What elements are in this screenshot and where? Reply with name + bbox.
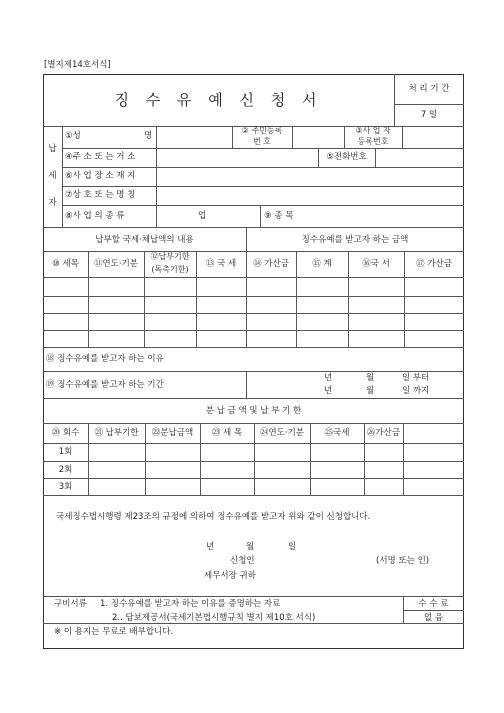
address-label: ④주 소 또 는 거 소 [65,152,136,162]
installment-row-label: 1회 [58,447,73,457]
rule [43,251,464,252]
installment-row-label: 3회 [58,482,73,492]
date-year: 년 [206,542,215,552]
rule [43,398,464,399]
trade-name-field[interactable] [157,187,463,204]
period-from-day: 일 부터 [402,373,430,383]
business-registration-field[interactable] [403,127,463,147]
table-row[interactable] [44,297,463,312]
fee-value: 없 음 [423,613,444,623]
form-title: 징 수 유 예 신 청 서 [114,91,323,109]
col-installment-tax: ㉕국세 [324,428,350,438]
col-year-period: ⑪연도·기분 [93,259,139,269]
phone-label: ⑤전화번호 [326,152,367,162]
side-label-char: 세 [48,171,57,181]
date-day: 일 [288,542,297,552]
processing-period-label: 처 리 기 간 [408,84,450,94]
name-field[interactable] [157,127,231,147]
rule [43,623,464,624]
period-to-day: 일 까지 [402,386,430,396]
resident-number-label: ② 주민등록 [241,126,283,135]
business-type-label: ⑧사 업 의 종 류 [65,211,125,221]
applicant-label: 신청인 [230,556,255,566]
business-registration-label-2: 등록번호 [357,137,389,146]
installment-row-label: 2회 [58,465,73,475]
address-field[interactable] [157,149,317,166]
attachment-item-1: 1. 징수유예를 받고자 하는 이유를 증명하는 자료 [100,599,281,609]
period-to-month: 월 [366,386,375,396]
col-total: ⑮ 계 [312,259,332,269]
period-from-month: 월 [366,373,375,383]
table-row[interactable] [89,479,463,494]
trade-name-label: ⑦상 호 또 는 명 칭 [65,190,136,200]
col-installment-no: ⑳ 회수 [51,428,80,438]
table-row[interactable] [44,314,463,329]
reason-label: ⑱ 징수유예를 받고자 하는 이유 [46,354,164,364]
signature-note: (서명 또는 인) [376,556,430,566]
resident-number-label-2: 번 호 [253,137,271,146]
col-national-tax: ⑬ 국 세 [205,259,237,269]
name-label: ①성 [65,131,81,141]
rule [246,371,247,398]
phone-field[interactable] [376,149,463,166]
side-label-char: 납 [48,144,57,154]
col-due-date: ⑫납부기한 [150,252,190,261]
period-from-year: 년 [324,373,333,383]
business-item-field[interactable] [310,206,463,226]
col-additional-charge: ⑭ 가산금 [253,259,289,269]
rule [43,596,464,597]
addressee: 세무서장 귀하 [204,571,256,581]
name-label-suffix: 명 [144,131,153,141]
date-month: 월 [246,542,255,552]
table-row[interactable] [44,331,463,346]
business-registration-label: ③사 업 자 [355,126,391,135]
application-statement: 국세징수법시행령 제23조의 규정에 의하여 징수유예를 받고자 위와 같이 신청합니다. [56,512,371,522]
business-item-label: ⑨ 종 목 [264,211,294,221]
table-row[interactable] [44,278,463,295]
applicant-signature-field[interactable] [262,553,370,567]
col-installment-amount: ㉒분납금액 [151,428,194,438]
attachments-label: 구비서류 [54,599,87,609]
table-row[interactable] [89,462,463,477]
rule [43,227,464,228]
business-location-field[interactable] [157,168,463,185]
side-label-char: 자 [48,198,57,208]
col-additional-charge-2: ⑰ 가산금 [416,259,452,269]
rule [62,126,63,227]
col-installment-add: ㉖가산금 [366,428,401,438]
rule [43,371,464,372]
business-location-label: ⑥사 업 장 소 재 지 [65,171,136,181]
tax-right-header: 징수유예를 받고자 하는 금액 [301,235,409,245]
col-tax-item: ⑩ 세목 [52,259,79,269]
col-due-date-2: (독촉기한) [151,265,189,274]
rule [394,104,464,105]
business-type-suffix: 업 [198,211,207,221]
col-installment-due: ㉑ 납부기한 [94,428,139,438]
rule [403,610,464,611]
table-row[interactable] [89,444,463,460]
resident-number-field[interactable] [293,127,343,147]
attachment-item-2: 2.. 담보제공서(국세기본법시행규칙 별지 제10호 서식) [112,613,316,623]
col-national-tax-2: ⑯국 서 [362,259,390,269]
reason-field[interactable] [246,348,463,370]
fee-label: 수 수 료 [418,599,449,609]
col-installment-item: ㉓ 세 목 [211,428,243,438]
period-to-year: 년 [324,386,333,396]
tax-left-header: 납부할 국세·체납액의 내용 [95,235,194,245]
col-installment-year: ㉔연도·기분 [259,428,305,438]
period-label: ⑲ 징수유예를 받고자 하는 기간 [46,380,164,390]
processing-period-value: 7 일 [420,110,438,120]
installment-title: 분 납 금 액 및 납 부 기 한 [205,406,302,416]
footnote: ※ 이 용지는 무료로 배부합니다. [54,627,174,637]
rule [43,495,464,496]
business-type-field[interactable] [157,206,259,226]
form-number-label: [별지제14호서식] [44,60,111,70]
rule [260,205,261,227]
